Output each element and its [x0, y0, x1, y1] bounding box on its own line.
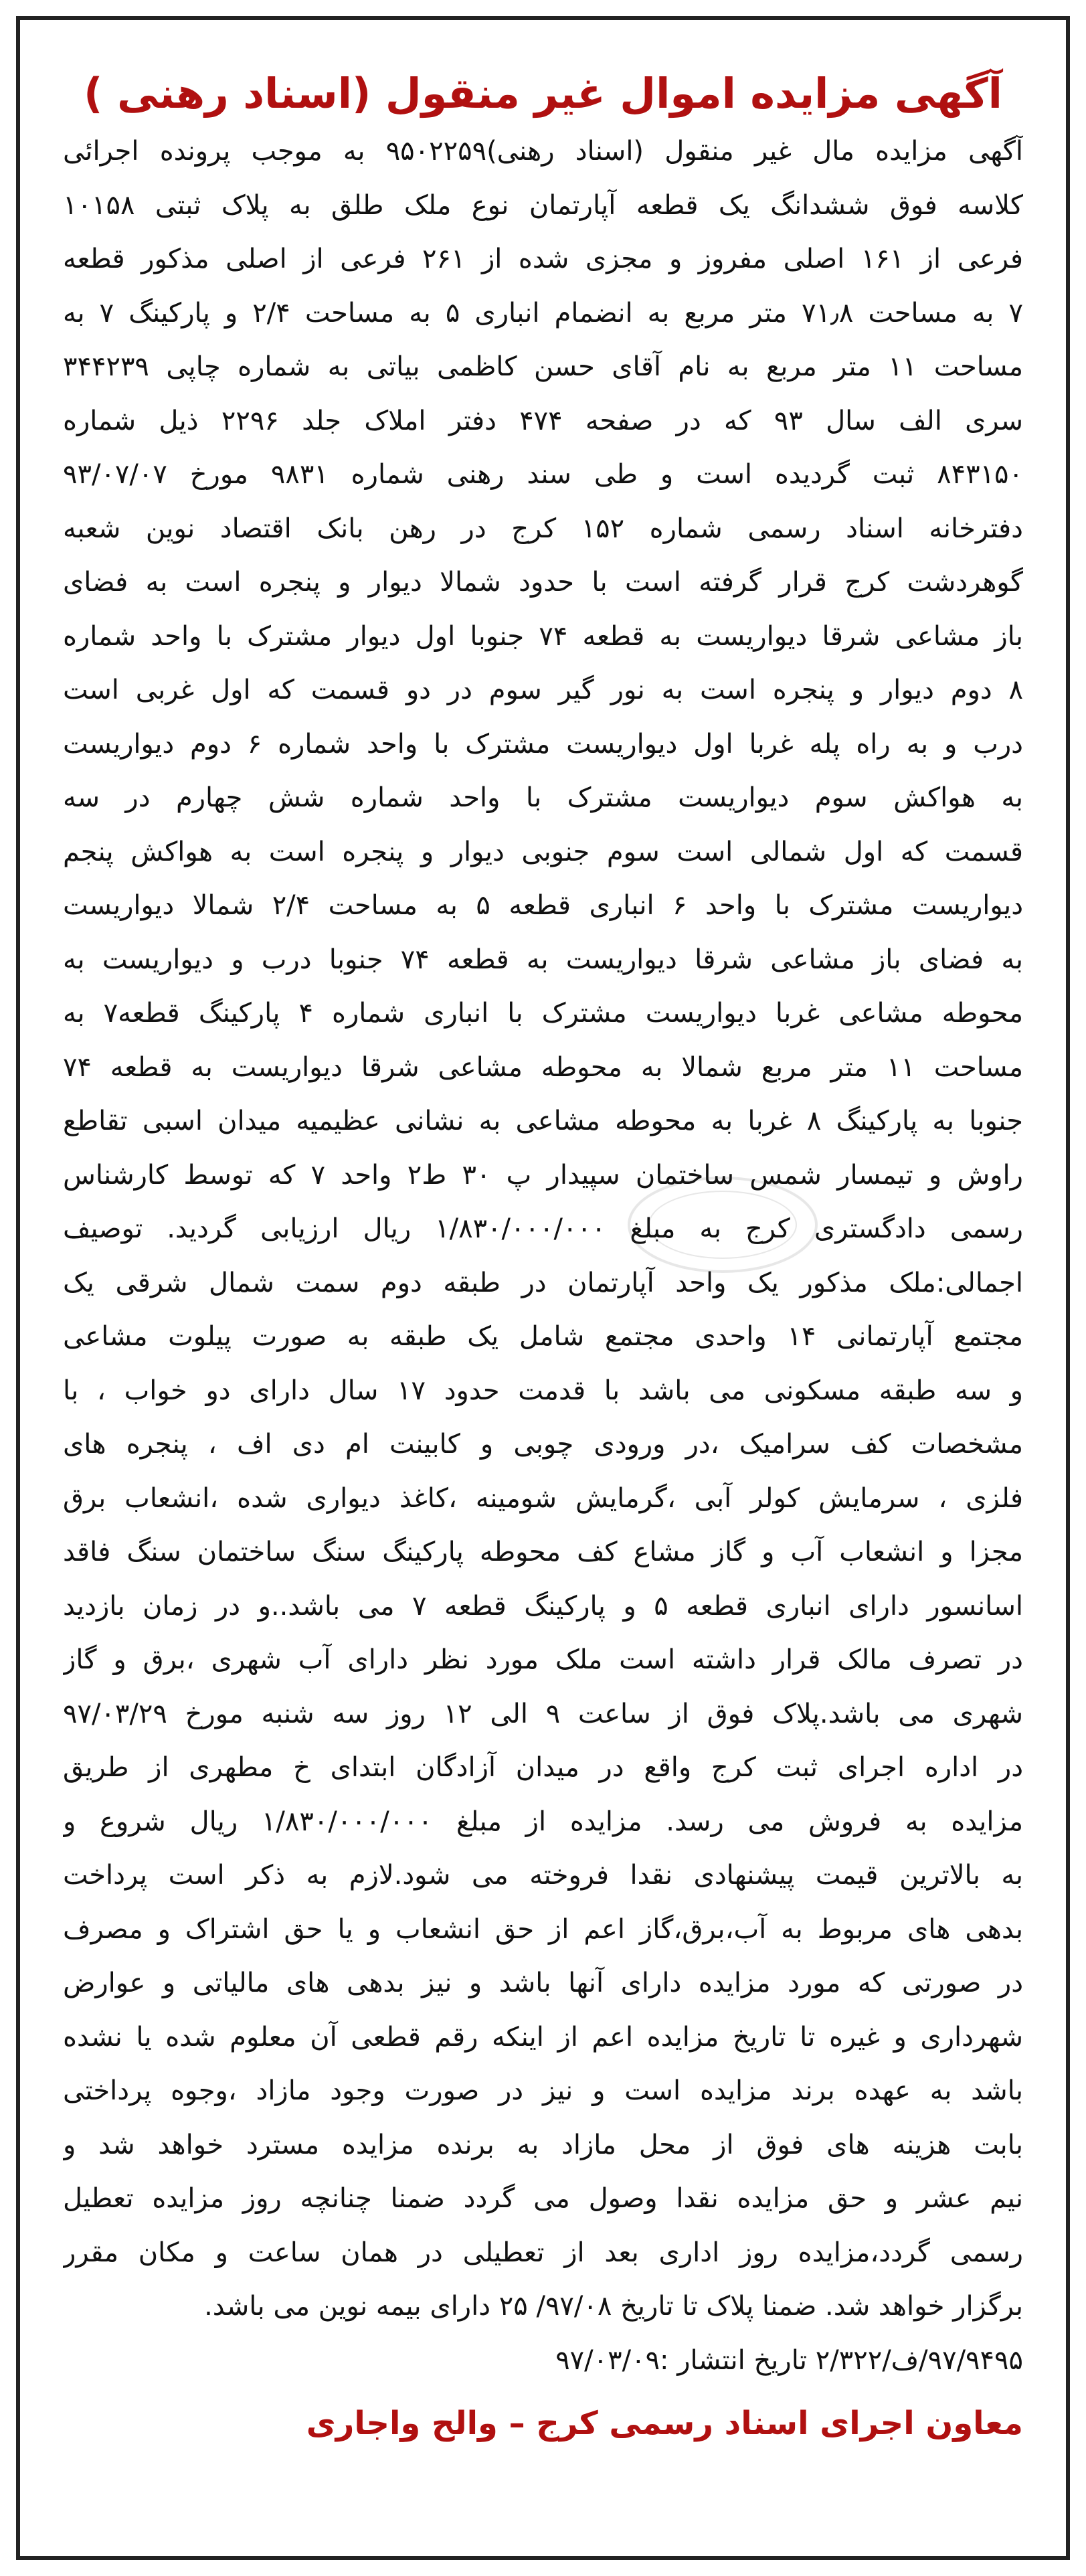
notice-body-line: مشخصات کف سرامیک ،در ورودی چوبی و کابینت ام دی اف ، پنجره های: [63, 1429, 1023, 1460]
notice-body-line: بابت هزینه های فوق از محل مازاد به برنده مزایده مسترد خواهد شد و: [63, 2129, 1023, 2160]
notice-body-line: در اداره اجرای ثبت کرج واقع در میدان آزادگان ابتدای خ مطهری از طریق: [63, 1752, 1023, 1783]
notice-body-line: جنوبا به پارکینگ ۸ غربا به محوطه مشاعی به نشانی عظیمیه میدان اسبی تقاطع: [63, 1106, 1023, 1136]
notice-body-line: نیم عشر و حق مزایده نقدا وصول می گردد ضمنا چنانچه روز مزایده تعطیل: [63, 2183, 1023, 2214]
notice-body-line: فرعی از ۱۶۱ اصلی مفروز و مجزی شده از ۲۶۱ فرعی از اصلی مذکور قطعه: [63, 244, 1023, 274]
notice-body-line: شهرداری و غیره تا تاریخ مزایده اعم از اینکه رقم قطعی آن معلوم شده یا نشده: [63, 2021, 1023, 2053]
notice-body-line: مزایده به فروش می رسد. مزایده از مبلغ ۱/۸۳۰/۰۰۰/۰۰۰ ریال شروع و: [63, 1806, 1023, 1837]
notice-body-line: ۷ به مساحت ۷۱٫۸ متر مربع به انضمام انباری ۵ به مساحت ۲/۴ و پارکینگ ۷ به: [63, 297, 1023, 329]
notice-body-line: باشد به عهده برند مزایده است و نیز در صورت وجود مازاد ،وجوه پرداختی: [63, 2075, 1023, 2106]
reference-number: ۹۷/۹۴۹۵/ف/۲/۳۲۲ تاریخ انتشار :۹۷/۰۳/۰۹: [555, 2344, 1023, 2376]
notice-body-line: رسمی دادگستری کرج به مبلغ ۱/۸۳۰/۰۰۰/۰۰۰ ریال ارزیابی گردید. توصیف: [63, 1213, 1023, 1244]
notice-body-line: راوش و تیمسار شمس ساختمان سپیدار پ ۳۰ ط۲ واحد ۷ که توسط کارشناس: [63, 1159, 1023, 1191]
notice-body-line: به هواکش سوم دیواریست مشترک با واحد شماره شش چهارم در سه: [63, 782, 1023, 813]
notice-body-line: رسمی گردد،مزایده روز اداری بعد از تعطیلی در همان ساعت و مکان مقرر: [63, 2237, 1023, 2268]
notice-body-line: اسانسور دارای انباری قطعه ۵ و پارکینگ قطعه ۷ می باشد..و در زمان بازدید: [63, 1590, 1023, 1622]
notice-body-line: باز مشاعی شرقا دیواریست به قطعه ۷۴ جنوبا اول دیوار مشترک با واحد شماره: [63, 620, 1023, 652]
auction-notice: [16, 16, 1070, 2560]
signature-line: معاون اجرای اسناد رسمی کرج – والح واجاری: [306, 2404, 1023, 2442]
notice-body-line: برگزار خواهد شد. ضمنا پلاک تا تاریخ ۹۷/۰۸/ ۲۵ دارای بیمه نوین می باشد.: [204, 2291, 1023, 2322]
notice-title: آگهی مزایده اموال غیر منقول (اسناد رهنی ): [84, 69, 1002, 118]
notice-body-line: مساحت ۱۱ متر مربع شمالا به محوطه مشاعی شرقا دیواریست به قطعه ۷۴: [63, 1051, 1023, 1083]
notice-body: [63, 124, 1023, 2334]
notice-body-line: در صورتی که مورد مزایده دارای آنها باشد و نیز بدهی های مالیاتی و عوارض: [63, 1968, 1023, 1998]
notice-body-line: آگهی مزایده مال غیر منقول (اسناد رهنی)۹۵۰۲۲۵۹ به موجب پرونده اجرائی: [63, 136, 1023, 167]
notice-body-line: سری الف سال ۹۳ که در صفحه ۴۷۴ دفتر املاک جلد ۲۲۹۶ ذیل شماره: [63, 405, 1023, 436]
notice-body-line: فلزی ، سرمایش کولر آبی ،گرمایش شومینه ،کاغذ دیواری شده ،انشعاب برق: [63, 1482, 1023, 1514]
notice-body-line: در تصرف مالک قرار داشته است ملک مورد نظر دارای آب شهری ،برق و گاز: [63, 1644, 1023, 1675]
notice-body-line: به فضای باز مشاعی شرقا دیواریست به قطعه ۷۴ جنوبا درب و دیواریست به: [63, 944, 1023, 975]
notice-body-line: گوهردشت کرج قرار گرفته است با حدود شمالا دیوار و پنجره است به فضای: [63, 567, 1023, 598]
notice-body-line: مجتمع آپارتمانی ۱۴ واحدی مجتمع شامل یک طبقه به صورت پیلوت مشاعی: [63, 1321, 1023, 1352]
notice-body-line: درب و به راه پله غربا اول دیواریست مشترک با واحد شماره ۶ دوم دیواریست: [63, 728, 1023, 760]
notice-body-line: ۸ دوم دیوار و پنجره است به نور گیر سوم در دو قسمت که اول غربی است: [63, 675, 1023, 705]
notice-body-line: بدهی های مربوط به آب،برق،گاز اعم از حق انشعاب و یا حق اشتراک و مصرف: [63, 1913, 1023, 1945]
notice-body-line: دفترخانه اسناد رسمی شماره ۱۵۲ کرج در رهن بانک اقتصاد نوین شعبه: [63, 513, 1023, 544]
notice-body-line: شهری می باشد.پلاک فوق از ساعت ۹ الی ۱۲ روز سه شنبه مورخ ۹۷/۰۳/۲۹: [63, 1698, 1023, 1729]
notice-body-line: مجزا و انشعاب آب و گاز مشاع کف محوطه پارکینگ سنگ ساختمان سنگ فاقد: [63, 1537, 1023, 1567]
notice-body-line: دیواریست مشترک با واحد ۶ انباری قطعه ۵ به مساحت ۲/۴ شمالا دیواریست: [63, 890, 1023, 921]
notice-body-line: اجمالی:ملک مذکور یک واحد آپارتمان در طبقه دوم سمت شمال شرقی یک: [63, 1267, 1023, 1298]
notice-body-line: به بالاترین قیمت پیشنهادی نقدا فروخته می شود.لازم به ذکر است پرداخت: [63, 1860, 1023, 1891]
notice-body-line: مساحت ۱۱ متر مربع به نام آقای حسن کاظمی بیاتی به شماره چاپی ۳۴۴۲۳۹: [63, 351, 1023, 382]
notice-body-line: کلاسه فوق ششدانگ یک قطعه آپارتمان نوع ملک طلق به پلاک ثبتی ۱۰۱۵۸: [63, 189, 1023, 221]
notice-body-line: محوطه مشاعی غربا دیواریست مشترک با انباری شماره ۴ پارکینگ قطعه۷ به: [63, 998, 1023, 1029]
notice-body-line: و سه طبقه مسکونی می باشد با قدمت حدود ۱۷ سال دارای دو خواب ، با: [63, 1375, 1023, 1406]
notice-body-line: ۸۴۳۱۵۰ ثبت گردیده است و طی سند رهنی شماره ۹۸۳۱ مورخ ۹۳/۰۷/۰۷: [63, 459, 1023, 490]
notice-body-line: قسمت که اول شمالی است سوم جنوبی دیوار و پنجره است به هواکش پنجم: [63, 836, 1023, 867]
